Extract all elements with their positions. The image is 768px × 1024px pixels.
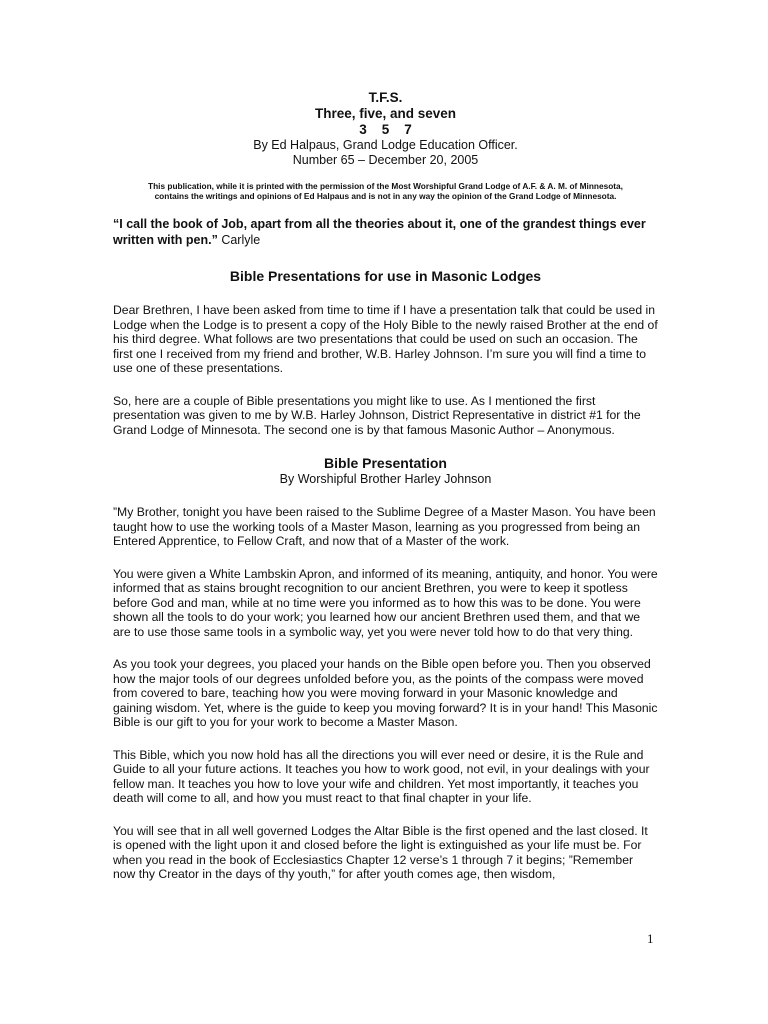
quote-attribution: Carlyle <box>217 233 261 247</box>
opening-quote <box>113 216 658 248</box>
presentation-paragraph-5: You will see that in all well governed Lodges the Altar Bible is the first opened and the last closed. It is opened with the light upon it and closed before the light is extinguished as your life must be. For when you read in the book of Ecclesiastics Chapter 12 verse’s 1 through 7 it begins; ”Remember now thy Creator in the days of thy youth,” for after youth comes age, then wisdom, <box>113 823 648 881</box>
presentation-paragraph-2: You were given a White Lambskin Apron, and informed of its meaning, antiquity, and honor. You were informed that as stains brought recognition to our ancient Brethren, you were to keep it spotless before God and man, while at no time were you informed as to how this was to be done. You were shown all the tools to do your work; you learned how our ancient Brethren used them, and that we are to use those same tools in a symbolic way, yet you were never told how to do that very thing. <box>113 566 658 639</box>
presentation-byline: By Worshipful Brother Harley Johnson <box>279 472 492 486</box>
notice-line-2: contains the writings and opinions of Ed Halpaus and is not in any way the opinion of the Grand Lodge of Minnesota. <box>154 191 617 201</box>
presentation-paragraph-3: As you took your degrees, you placed your hands on the Bible open before you. Then you observed how the major tools of our degrees unfolded before you, as the points of the compass were moved from covered to bare, teaching how you were moving forward in your Masonic knowledge and gaining wisdom. Yet, where is the guide to keep you moving forward? It is in your hand! This Masonic Bible is our gift to you for your work to become a Master Mason. <box>113 657 658 729</box>
presentation-paragraph-1: ”My Brother, tonight you have been raised to the Sublime Degree of a Master Mason. You have been taught how to use the working tools of a Master Mason, learning as you progressed from being an Entered Apprentice, to Fellow Craft, and now that of a Master of the work. <box>113 505 656 548</box>
presentation-title: Bible Presentation <box>324 455 447 471</box>
intro-paragraph-1: Dear Brethren, I have been asked from time to time if I have a presentation talk that could be used in Lodge when the Lodge is to present a copy of the Holy Bible to the newly raised Brother at the end of his third degree. What follows are two presentations that could be used on such an occasion. The first one I received from my friend and brother, W.B. Harley Johnson. I’m sure you will find a time to use one of these presentations. <box>113 303 658 375</box>
publication-notice <box>113 181 658 201</box>
page-content <box>113 90 658 882</box>
issue-line: Number 65 – December 20, 2005 <box>292 153 479 167</box>
intro-paragraph-2: So, here are a couple of Bible presentations you might like to use. As I mentioned the first presentation was given to me by W.B. Harley Johnson, District Representative in district #1 for the Grand Lodge of Minnesota. The second one is by that famous Masonic Author – Anonymous. <box>113 393 641 437</box>
section-heading: Bible Presentations for use in Masonic Lodges <box>229 268 542 284</box>
notice-line-1: This publication, while it is printed with the permission of the Most Worshipful Grand Lodge of A.F. & A. M. of Minnesota, <box>148 181 623 191</box>
presentation-paragraph-4: This Bible, which you now hold has all the directions you will ever need or desire, it is the Rule and Guide to all your future actions. It teaches you how to work good, not evil, in your dealings with your fellow man. It teaches you how to love your wife and children. Yet most importantly, it teaches you death will come to all, and how you must react to that final chapter in your life. <box>113 747 650 805</box>
author-byline: By Ed Halpaus, Grand Lodge Education Officer. <box>253 138 518 152</box>
title-numbers: 3 5 7 <box>359 122 412 137</box>
publication-code: T.F.S. <box>368 90 403 105</box>
quote-text: “I call the book of Job, apart from all the theories about it, one of the grandest things ever written with pen.” <box>113 217 646 247</box>
page-number: 1 <box>647 931 654 946</box>
page-title: Three, five, and seven <box>314 106 457 121</box>
